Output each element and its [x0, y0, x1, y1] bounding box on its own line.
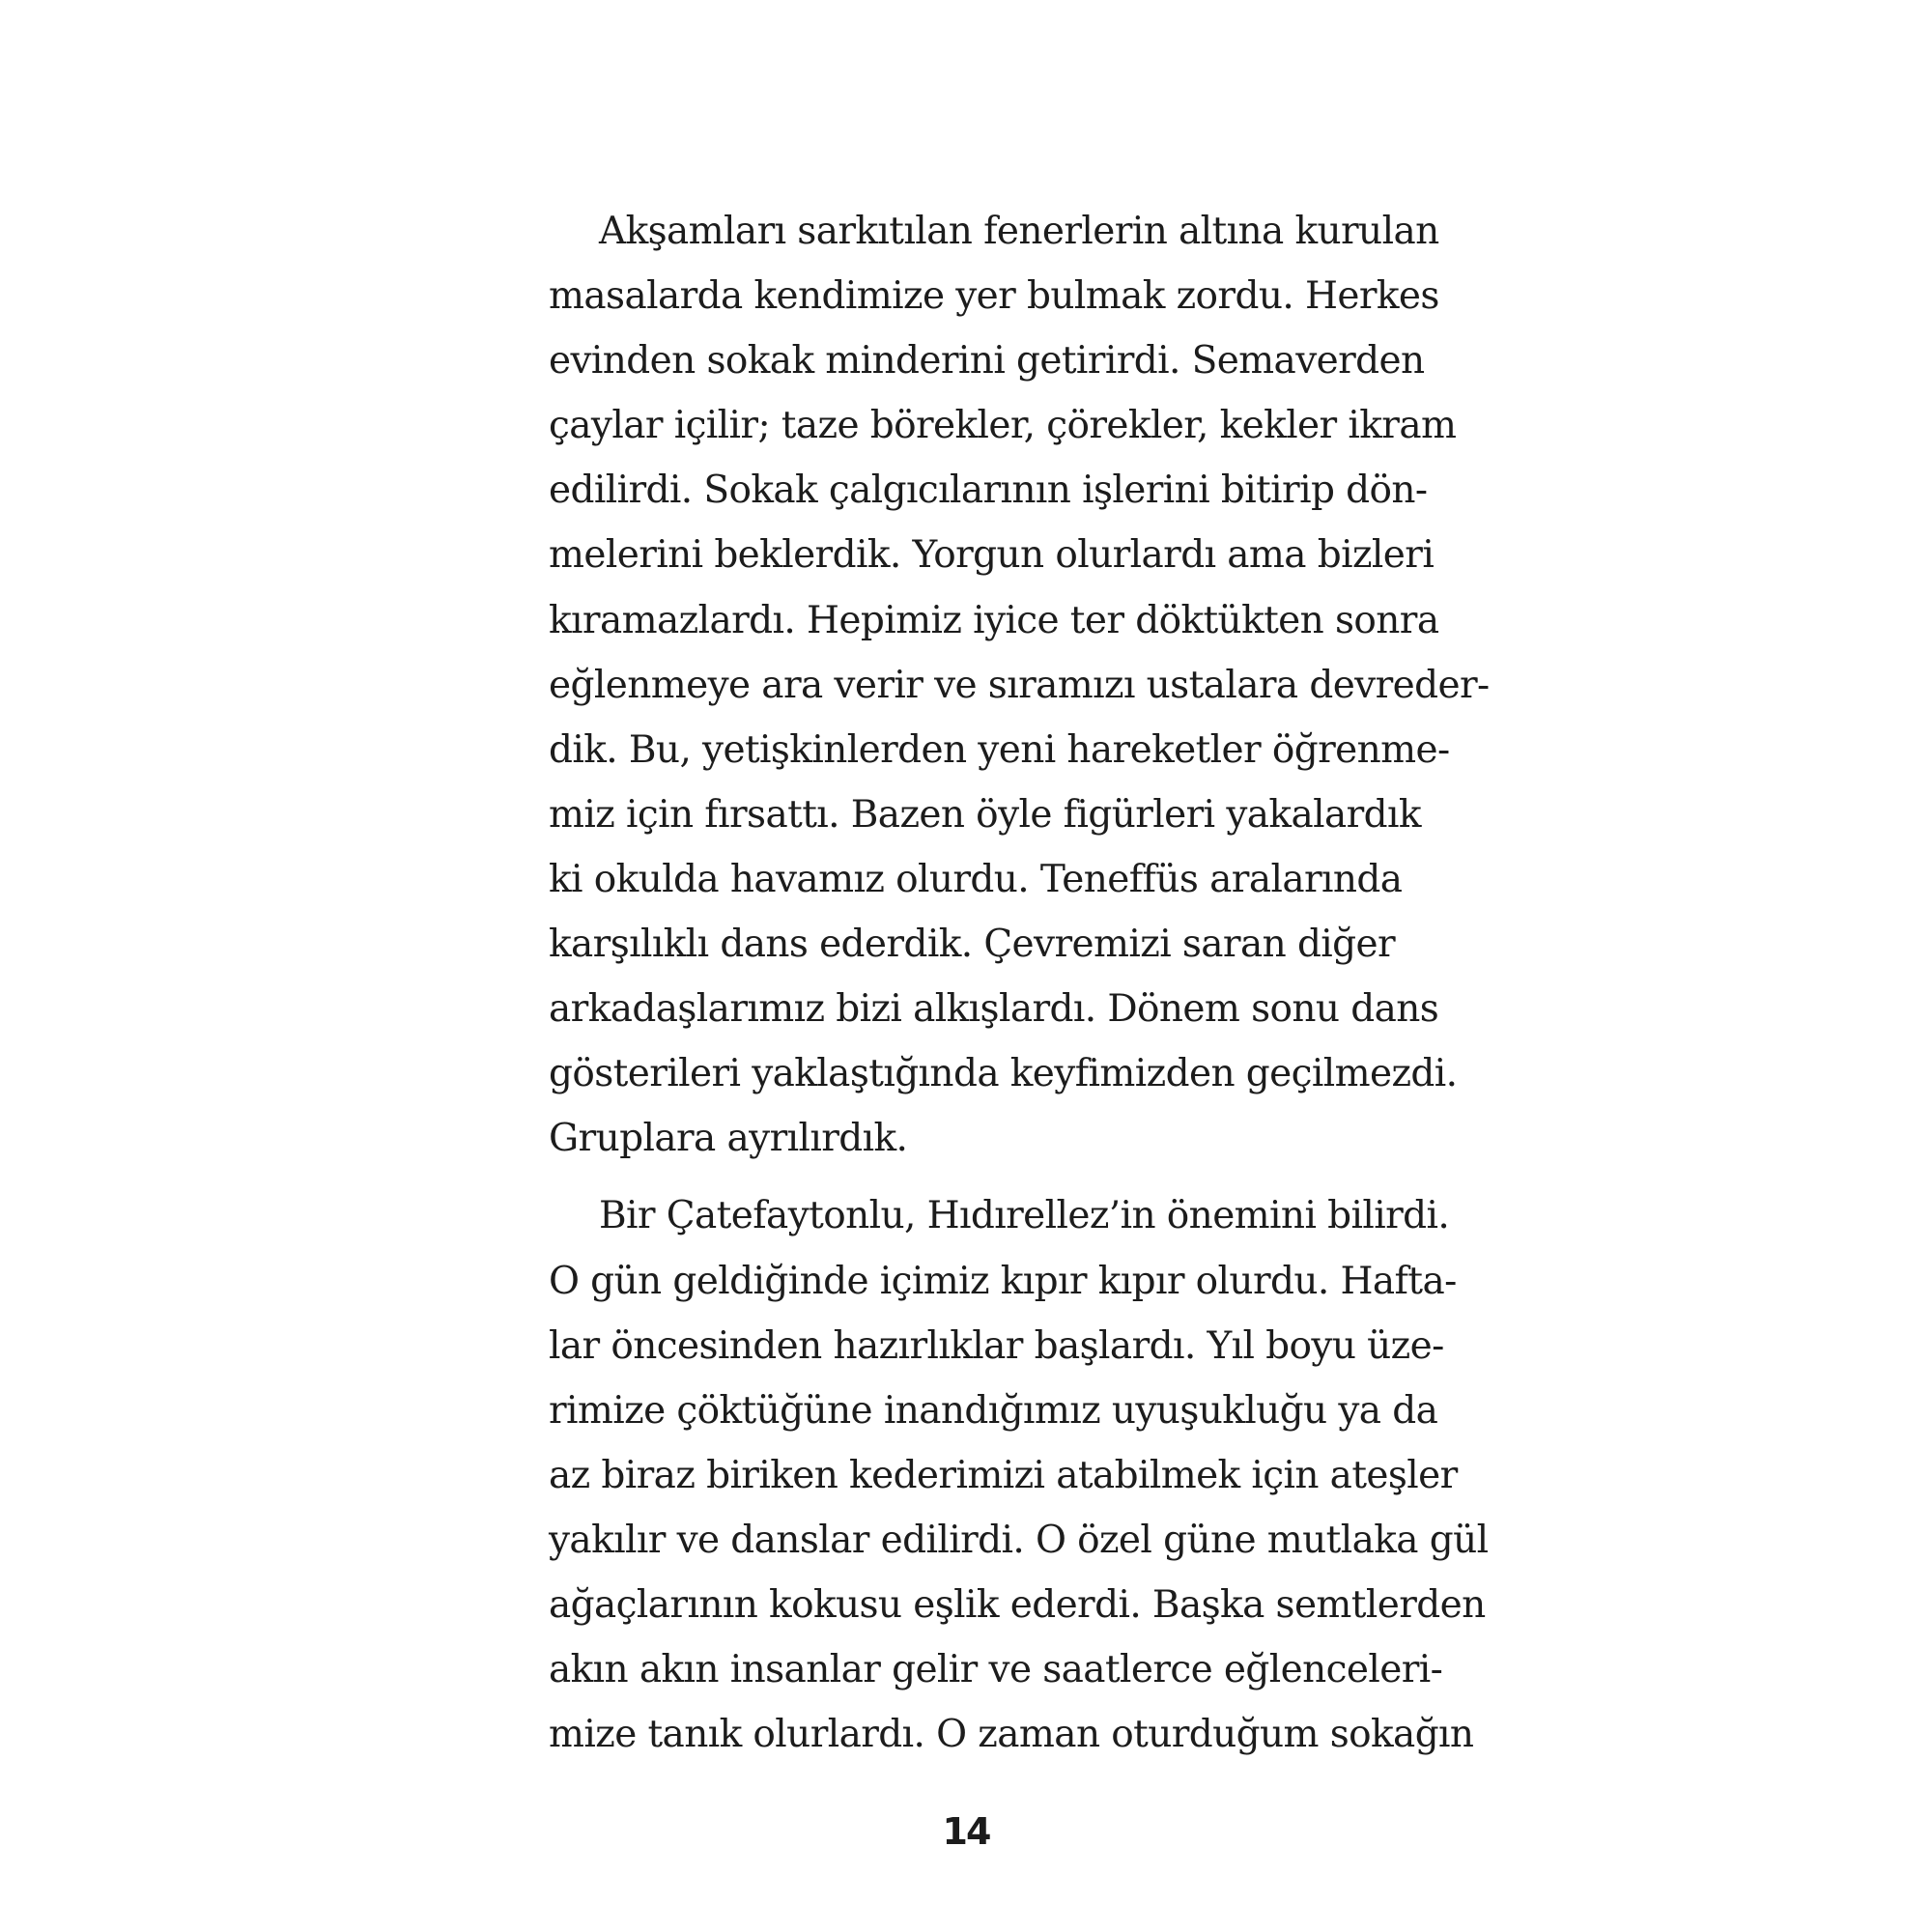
text-line: az biraz biriken kederimizi atabilmek için ateşler [549, 1453, 1458, 1497]
text-line: rimize çöktüğüne inandığımız uyuşukluğu ya da [549, 1388, 1438, 1433]
paragraph-gap [549, 1171, 1365, 1183]
text-line: kıramazlardı. Hepimiz iyice ter döktükten sonra [549, 598, 1439, 642]
text-line: Bir Çatefaytonlu, Hıdırellez’in önemini bilirdi. [599, 1194, 1450, 1238]
text-line: gösterileri yaklaştığında keyfimizden geçilmezdi. [549, 1052, 1458, 1096]
text-line: akın akın insanlar gelir ve saatlerce eğlenceleri- [549, 1648, 1443, 1692]
text-line: Gruplara ayrılırdık. [549, 1117, 908, 1161]
text-line: melerini beklerdik. Yorgun olurlardı ama bizleri [549, 533, 1435, 578]
text-line: arkadaşlarımız bizi alkışlardı. Dönem sonu dans [549, 987, 1439, 1032]
text-line: mize tanık olurlardı. O zaman oturduğum sokağın [549, 1713, 1474, 1757]
text-line: yakılır ve danslar edilirdi. O özel güne mutlaka gül [549, 1518, 1489, 1562]
paragraph-2 [549, 1183, 1489, 1767]
text-line: dik. Bu, yetişkinlerden yeni hareketler öğrenme- [549, 727, 1450, 772]
text-line: çaylar içilir; taze börekler, çörekler, kekler ikram [549, 404, 1457, 448]
text-line: masalarda kendimize yer bulmak zordu. Herkes [549, 274, 1439, 319]
text-line: karşılıklı dans ederdik. Çevremizi saran diğer [549, 923, 1396, 967]
text-line: eğlenmeye ara verir ve sıramızı ustalara devreder- [549, 663, 1490, 707]
text-line: O gün geldiğinde içimiz kıpır kıpır olurdu. Hafta- [549, 1259, 1457, 1303]
text-line: miz için fırsattı. Bazen öyle figürleri yakalardık [549, 792, 1421, 837]
text-line: edilirdi. Sokak çalgıcılarının işlerini bitirip dön- [549, 469, 1428, 513]
text-line: lar öncesinden hazırlıklar başlardı. Yıl boyu üze- [549, 1323, 1444, 1368]
text-line: ağaçlarının kokusu eşlik ederdi. Başka semtlerden [549, 1582, 1486, 1627]
paragraph-1 [549, 199, 1490, 1171]
text-line: Akşamları sarkıtılan fenerlerin altına kurulan [599, 210, 1439, 253]
page-number: 14 [942, 1810, 990, 1853]
text-line: ki okulda havamız olurdu. Teneffüs aralarında [549, 857, 1403, 901]
text-line: evinden sokak minderini getirirdi. Semaverden [549, 339, 1425, 384]
body-text [549, 199, 1490, 1767]
